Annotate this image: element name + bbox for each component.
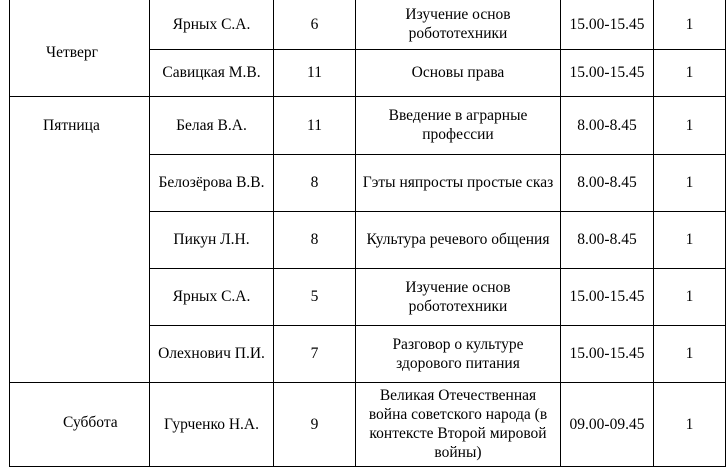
teacher-cell: Белозёрова В.В. bbox=[150, 154, 274, 211]
grade-cell: 8 bbox=[274, 211, 356, 268]
time-cell: 09.00-09.45 bbox=[561, 382, 654, 466]
day-cell bbox=[10, 96, 150, 382]
hours-cell: 1 bbox=[654, 96, 726, 154]
topic-cell: Культура речевого общения bbox=[356, 211, 561, 268]
table-row bbox=[10, 0, 726, 49]
topic-cell: Великая Отечественная война советского народа (в контексте Второй мировой войны) bbox=[356, 382, 561, 466]
day-cell bbox=[10, 382, 150, 466]
teacher-cell: Белая В.А. bbox=[150, 96, 274, 154]
time-cell: 15.00-15.45 bbox=[561, 325, 654, 382]
grade-cell: 7 bbox=[274, 325, 356, 382]
teacher-cell: Пикун Л.Н. bbox=[150, 211, 274, 268]
time-cell: 8.00-8.45 bbox=[561, 96, 654, 154]
grade-cell: 5 bbox=[274, 268, 356, 325]
table-row bbox=[10, 382, 726, 466]
hours-cell: 1 bbox=[654, 154, 726, 211]
grade-cell: 11 bbox=[274, 96, 356, 154]
topic-cell: Введение в аграрные профессии bbox=[356, 96, 561, 154]
grade-cell: 11 bbox=[274, 49, 356, 96]
day-label: Четверг bbox=[46, 44, 98, 61]
schedule-table bbox=[9, 0, 726, 467]
table-row bbox=[10, 96, 726, 154]
time-cell: 8.00-8.45 bbox=[561, 211, 654, 268]
time-cell: 15.00-15.45 bbox=[561, 0, 654, 49]
grade-cell: 6 bbox=[274, 0, 356, 49]
schedule-body bbox=[10, 0, 726, 466]
teacher-cell: Гурченко Н.А. bbox=[150, 382, 274, 466]
topic-cell: Изучение основ робототехники bbox=[356, 0, 561, 49]
teacher-cell: Ярных С.А. bbox=[150, 0, 274, 49]
time-cell: 15.00-15.45 bbox=[561, 268, 654, 325]
teacher-cell: Олехнович П.И. bbox=[150, 325, 274, 382]
topic-cell: Гэты няпросты простые сказ bbox=[356, 154, 561, 211]
hours-cell: 1 bbox=[654, 268, 726, 325]
time-cell: 8.00-8.45 bbox=[561, 154, 654, 211]
topic-cell: Разговор о культуре здорового питания bbox=[356, 325, 561, 382]
day-cell bbox=[10, 0, 150, 96]
time-cell: 15.00-15.45 bbox=[561, 49, 654, 96]
topic-cell: Основы права bbox=[356, 49, 561, 96]
grade-cell: 8 bbox=[274, 154, 356, 211]
teacher-cell: Савицкая М.В. bbox=[150, 49, 274, 96]
hours-cell: 1 bbox=[654, 382, 726, 466]
teacher-cell: Ярных С.А. bbox=[150, 268, 274, 325]
hours-cell: 1 bbox=[654, 325, 726, 382]
day-label: Пятница bbox=[43, 116, 100, 134]
grade-cell: 9 bbox=[274, 382, 356, 466]
topic-cell: Изучение основ робототехники bbox=[356, 268, 561, 325]
day-label: Суббота bbox=[63, 413, 118, 431]
hours-cell: 1 bbox=[654, 211, 726, 268]
hours-cell: 1 bbox=[654, 49, 726, 96]
hours-cell: 1 bbox=[654, 0, 726, 49]
